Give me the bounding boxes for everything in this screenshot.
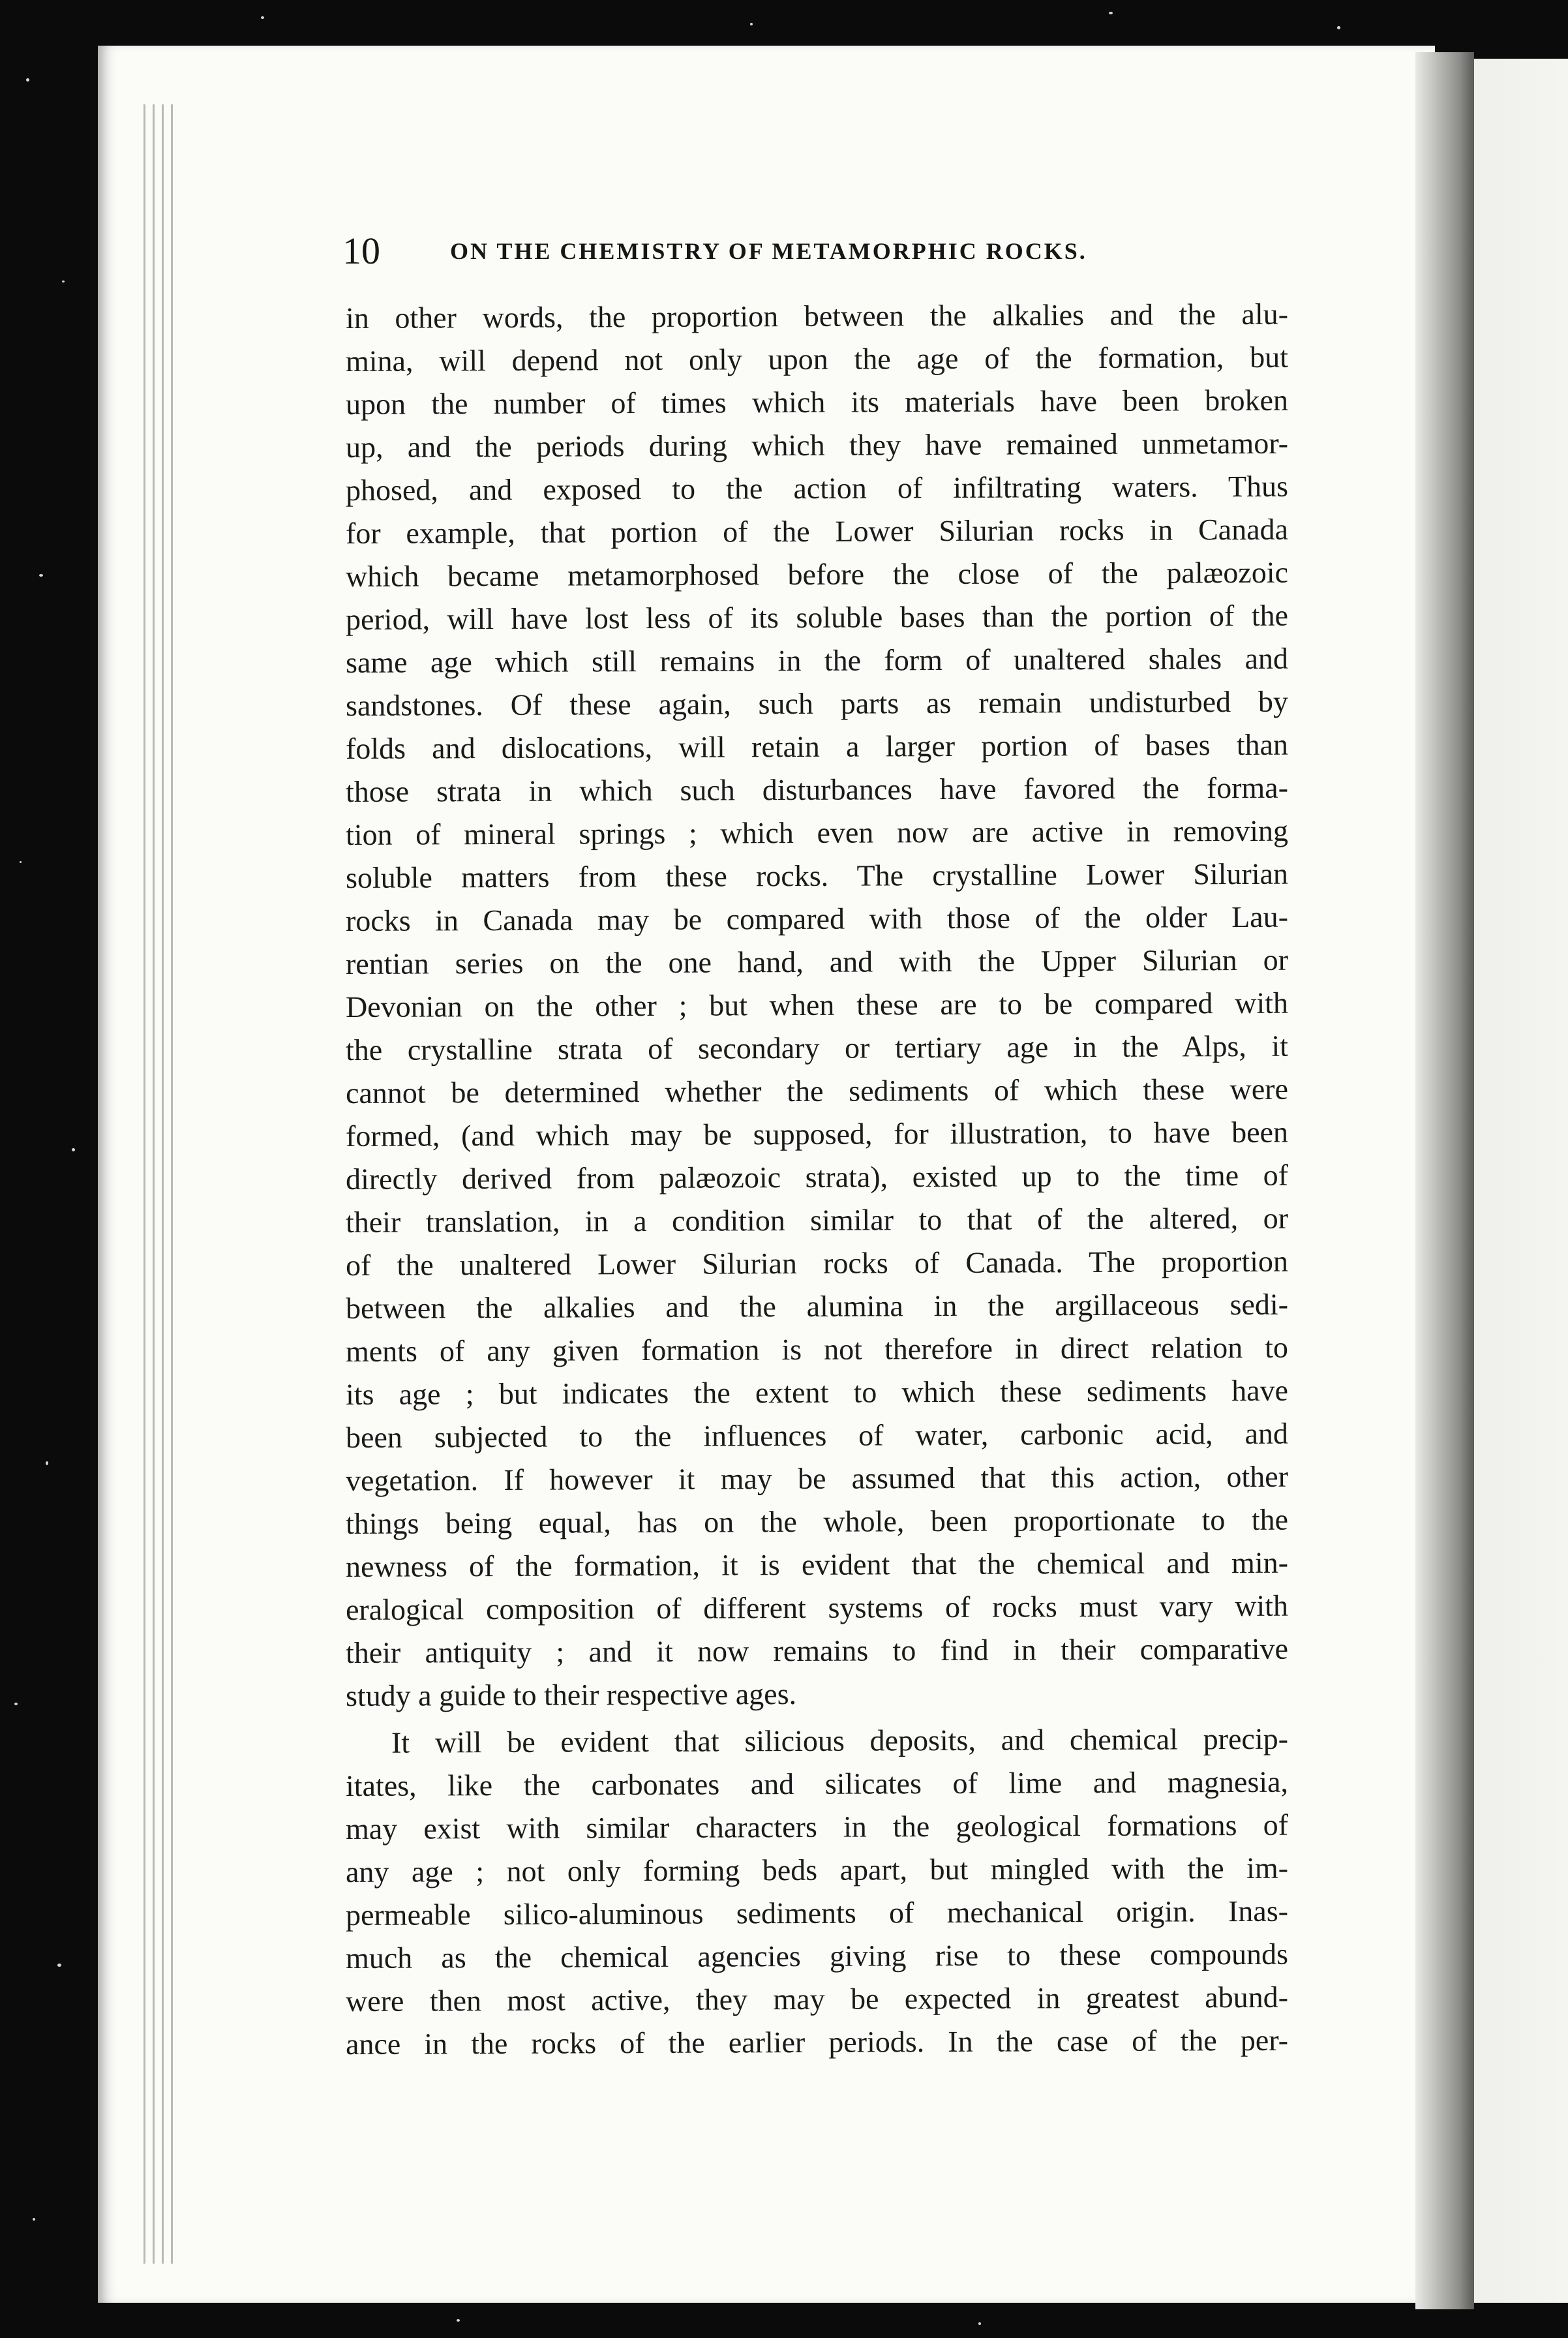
text-line: in other words, the proportion between the alkalies and the alu- xyxy=(345,297,1289,335)
text-line: between the alkalies and the alumina in the argillaceous sedi- xyxy=(345,1287,1289,1325)
dust-speck xyxy=(261,16,264,19)
text-line: rentian series on the one hand, and with the Upper Silurian or xyxy=(345,943,1289,980)
dust-speck xyxy=(57,1964,61,1967)
text-line: It will be evident that silicious deposits, and chemical precip- xyxy=(391,1722,1289,1759)
text-line: permeable silico-aluminous sediments of mechanical origin. Inas- xyxy=(345,1894,1289,1932)
running-head: ON THE CHEMISTRY OF METAMORPHIC ROCKS. xyxy=(450,238,1087,264)
paragraph xyxy=(346,297,1288,1718)
text-line: the crystalline strata of secondary or tertiary age in the Alps, it xyxy=(345,1029,1289,1067)
text-line: formed, (and which may be supposed, for illustration, to have been xyxy=(345,1115,1289,1153)
text-line: much as the chemical agencies giving rise to these compounds xyxy=(345,1937,1289,1975)
text-line: soluble matters from these rocks. The crystalline Lower Silurian xyxy=(345,857,1289,894)
text-line: any age ; not only forming beds apart, but mingled with the im- xyxy=(345,1851,1289,1889)
dust-speck xyxy=(978,2322,981,2325)
text-line: mina, will depend not only upon the age of the formation, but xyxy=(345,340,1289,378)
book-gutter-shadow xyxy=(1415,52,1474,2309)
text-line: tion of mineral springs ; which even now are active in removing xyxy=(345,813,1289,851)
text-line: up, and the periods during which they have remained unmetamor- xyxy=(345,426,1289,464)
text-line: study a guide to their respective ages. xyxy=(345,1677,797,1712)
dust-speck xyxy=(26,78,29,82)
page-edge-line xyxy=(143,104,145,2264)
text-line: its age ; but indicates the extent to which these sediments have xyxy=(345,1373,1289,1411)
text-line: those strata in which such disturbances have favored the forma- xyxy=(345,770,1289,808)
text-line: were then most active, they may be expected in greatest abund- xyxy=(345,1980,1289,2018)
text-line: vegetation. If however it may be assumed that this action, other xyxy=(345,1459,1289,1497)
text-line: ments of any given formation is not therefore in direct relation to xyxy=(345,1330,1289,1368)
text-line: of the unaltered Lower Silurian rocks of Canada. The proportion xyxy=(345,1244,1289,1282)
text-line: for example, that portion of the Lower Silurian rocks in Canada xyxy=(345,512,1289,550)
page-edge-line xyxy=(171,104,173,2264)
text-line: ance in the rocks of the earlier periods. In the case of the per- xyxy=(345,2023,1289,2061)
dust-speck xyxy=(14,1703,18,1705)
dust-speck xyxy=(62,281,65,282)
text-line: been subjected to the influences of water, carbonic acid, and xyxy=(345,1416,1289,1454)
text-line: upon the number of times which its materials have been broken xyxy=(345,383,1289,421)
text-line: period, will have lost less of its soluble bases than the portion of the xyxy=(345,598,1289,636)
dust-speck xyxy=(33,2218,35,2221)
dust-speck xyxy=(46,1461,48,1465)
dust-speck xyxy=(457,2319,460,2322)
dust-speck xyxy=(1109,12,1113,14)
page-edge-line xyxy=(153,104,155,2264)
text-line: directly derived from palæozoic strata), existed up to the time of xyxy=(345,1158,1289,1196)
dust-speck xyxy=(39,574,43,577)
text-line: newness of the formation, it is evident that the chemical and min- xyxy=(345,1545,1289,1583)
page-number: 10 xyxy=(342,230,380,272)
text-line: their antiquity ; and it now remains to find in their comparative xyxy=(345,1632,1289,1669)
text-line: may exist with similar characters in the geological formations of xyxy=(345,1808,1289,1845)
text-line: sandstones. Of these again, such parts as remain undisturbed by xyxy=(345,684,1289,722)
text-line: folds and dislocations, will retain a larger portion of bases than xyxy=(345,727,1289,765)
text-line: cannot be determined whether the sediments of which these were xyxy=(345,1072,1289,1110)
text-line: which became metamorphosed before the close of the palæozoic xyxy=(345,555,1289,593)
body-text xyxy=(346,297,1288,2066)
dust-speck xyxy=(72,1148,75,1151)
text-line: Devonian on the other ; but when these are to be compared with xyxy=(345,986,1289,1024)
dust-speck xyxy=(20,861,22,863)
dust-speck xyxy=(1337,26,1340,29)
page-header xyxy=(342,222,1314,281)
dust-speck xyxy=(750,23,753,25)
text-line: things being equal, has on the whole, been proportionate to the xyxy=(345,1502,1289,1540)
text-line: rocks in Canada may be compared with those of the older Lau- xyxy=(345,900,1289,937)
page-edge-line xyxy=(162,104,164,2264)
text-line: phosed, and exposed to the action of infiltrating waters. Thus xyxy=(345,469,1289,507)
text-line: their translation, in a condition similar to that of the altered, or xyxy=(345,1201,1289,1239)
text-line: same age which still remains in the form of unaltered shales and xyxy=(345,641,1289,679)
text-line: itates, like the carbonates and silicates of lime and magnesia, xyxy=(345,1765,1289,1802)
adjacent-page-edge xyxy=(1474,59,1568,2303)
paragraph xyxy=(346,1722,1288,2066)
text-line: eralogical composition of different systems of rocks must vary with xyxy=(345,1588,1289,1626)
